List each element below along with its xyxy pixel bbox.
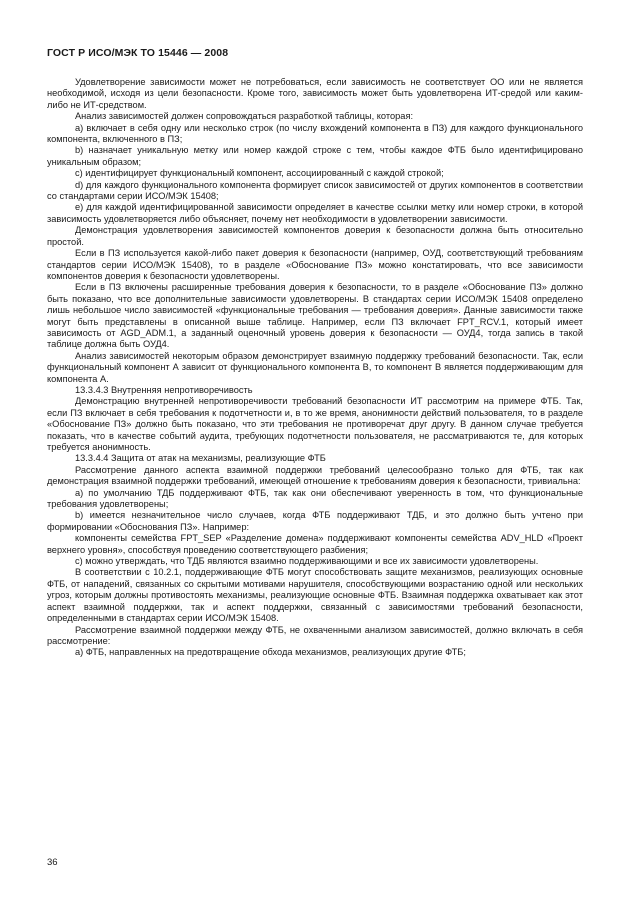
- paragraph: Если в ПЗ используется какой-либо пакет доверия к безопасности (например, ОУД, соответствующий требованиям стандартов серии ИСО/МЭК 15408), то в разделе «Обоснование ПЗ» можно констатировать, что все зависимости компонентов доверия к безопасности удовлетворены.: [47, 248, 583, 281]
- paragraph: компоненты семейства FPT_SEP «Разделение домена» поддерживают компоненты семейства ADV_HLD «Проект верхнего уровня», способствуя проведению соответствующего разбиения;: [47, 533, 583, 555]
- paragraph: Рассмотрение взаимной поддержки между ФТБ, не охваченными анализом зависимостей, должно включать в себя рассмотрение:: [47, 624, 583, 646]
- document-body: [47, 77, 583, 659]
- section-heading: 13.3.4.4 Защита от атак на механизмы, реализующие ФТБ: [75, 453, 326, 464]
- paragraph: Демонстрация удовлетворения зависимостей компонентов доверия к безопасности должна быть относительно простой.: [47, 225, 583, 247]
- paragraph: В соответствии с 10.2.1, поддерживающие ФТБ могут способствовать защите механизмов, реализующих основные ФТБ, от нападений, связанных со скрытыми мотивами нарушителя, способствующими возрастанию одной или нескольких угроз, которым должны противостоять механизмы, реализующие основные ФТБ. Взаимная поддержка охватывает как этот аспект взаимной поддержки, так и аспект поддержки, связанный с зависимостями требований безопасности, определенными в стандартах серии ИСО/МЭК 15408.: [47, 567, 583, 624]
- paragraph: Анализ зависимостей некоторым образом демонстрирует взаимную поддержку требований безопасности. Так, если функциональный компонент А зависит от функционального компонента В, то компонент В является поддерживающим для компонента А.: [47, 350, 583, 384]
- list-item: c) идентифицирует функциональный компонент, ассоциированный с каждой строкой;: [75, 168, 444, 179]
- list-item: а) включает в себя одну или несколько строк (по числу вхождений компонента в ПЗ) для каждого функционального компонента, включенного в ПЗ;: [47, 122, 583, 145]
- paragraph: Если в ПЗ включены расширенные требования доверия к безопасности, то в разделе «Обоснование ПЗ» должно быть показано, что все дополнительные зависимости удовлетворены. В стандартах серии ИСО/МЭК 15408 определено лишь небольшое число зависимостей «функциональные требования — требования доверия». Данные зависимости также могут быть представлены в описанной выше таблице. Например, если ПЗ включает FPT_RCV.1, который имеет зависимость от AGD_ADM.1, а заданный оценочный уровень доверия к безопасности — ОУД4, тогда запись в такой таблице должна быть ОУД4.: [47, 282, 583, 350]
- list-item: b) назначает уникальную метку или номер каждой строке с тем, чтобы каждое ФТБ было идентифицировано уникальным образом;: [47, 145, 583, 167]
- list-item: а) по умолчанию ТДБ поддерживают ФТБ, так как они обеспечивают уверенность в том, что функциональные требования удовлетворены;: [47, 487, 583, 510]
- list-item: c) можно утверждать, что ТДБ являются взаимно поддерживающими и все их зависимости удовлетворены.: [75, 556, 539, 567]
- page-number: 36: [47, 857, 58, 868]
- list-item: е) для каждой идентифицированной зависимости определяет в качестве ссылки метку или номер строки, в которой зависимость удовлетворяется либо объясняет, почему нет необходимости в удовлетворении зависимости.: [47, 202, 583, 224]
- list-item: а) ФТБ, направленных на предотвращение обхода механизмов, реализующих другие ФТБ;: [75, 647, 466, 658]
- list-item: d) для каждого функционального компонента формирует список зависимостей от других компонентов в соответствии со стандартами серии ИСО/МЭК 15408;: [47, 179, 583, 202]
- paragraph: Демонстрацию внутренней непротиворечивости требований безопасности ИТ рассмотрим на примере ФТБ. Так, если ПЗ включает в себя требования к подотчетности и, в то же время, анонимности действий пользователя, то в разделе «Обоснование ПЗ» должно быть показано, что эти требования не противоречат друг другу. В данном случае требуется показать, что в качестве событий аудита, требующих подотчетности пользователя, не рассматриваются те, для которых требуется анонимность.: [47, 396, 583, 452]
- paragraph: Удовлетворение зависимости может не потребоваться, если зависимость не соответствует ОО или не является необходимой, исходя из цели безопасности. Кроме того, зависимость может быть удовлетворена ИТ-средой или каким-либо не ИТ-средством.: [47, 77, 583, 110]
- paragraph: Анализ зависимостей должен сопровождаться разработкой таблицы, которая:: [75, 111, 414, 122]
- document-header: ГОСТ Р ИСО/МЭК ТО 15446 — 2008: [47, 47, 229, 59]
- paragraph: Рассмотрение данного аспекта взаимной поддержки требований целесообразно только для ФТБ, так как демонстрация взаимной поддержки требований, имеющей отношение к требованиям доверия к безопасности, тривиальна:: [47, 464, 583, 487]
- section-heading: 13.3.4.3 Внутренняя непротиворечивость: [75, 384, 253, 395]
- list-item: b) имеется незначительное число случаев, когда ФТБ поддерживают ТДБ, и это должно быть учтено при формировании «Обоснования ПЗ». Например:: [47, 510, 583, 532]
